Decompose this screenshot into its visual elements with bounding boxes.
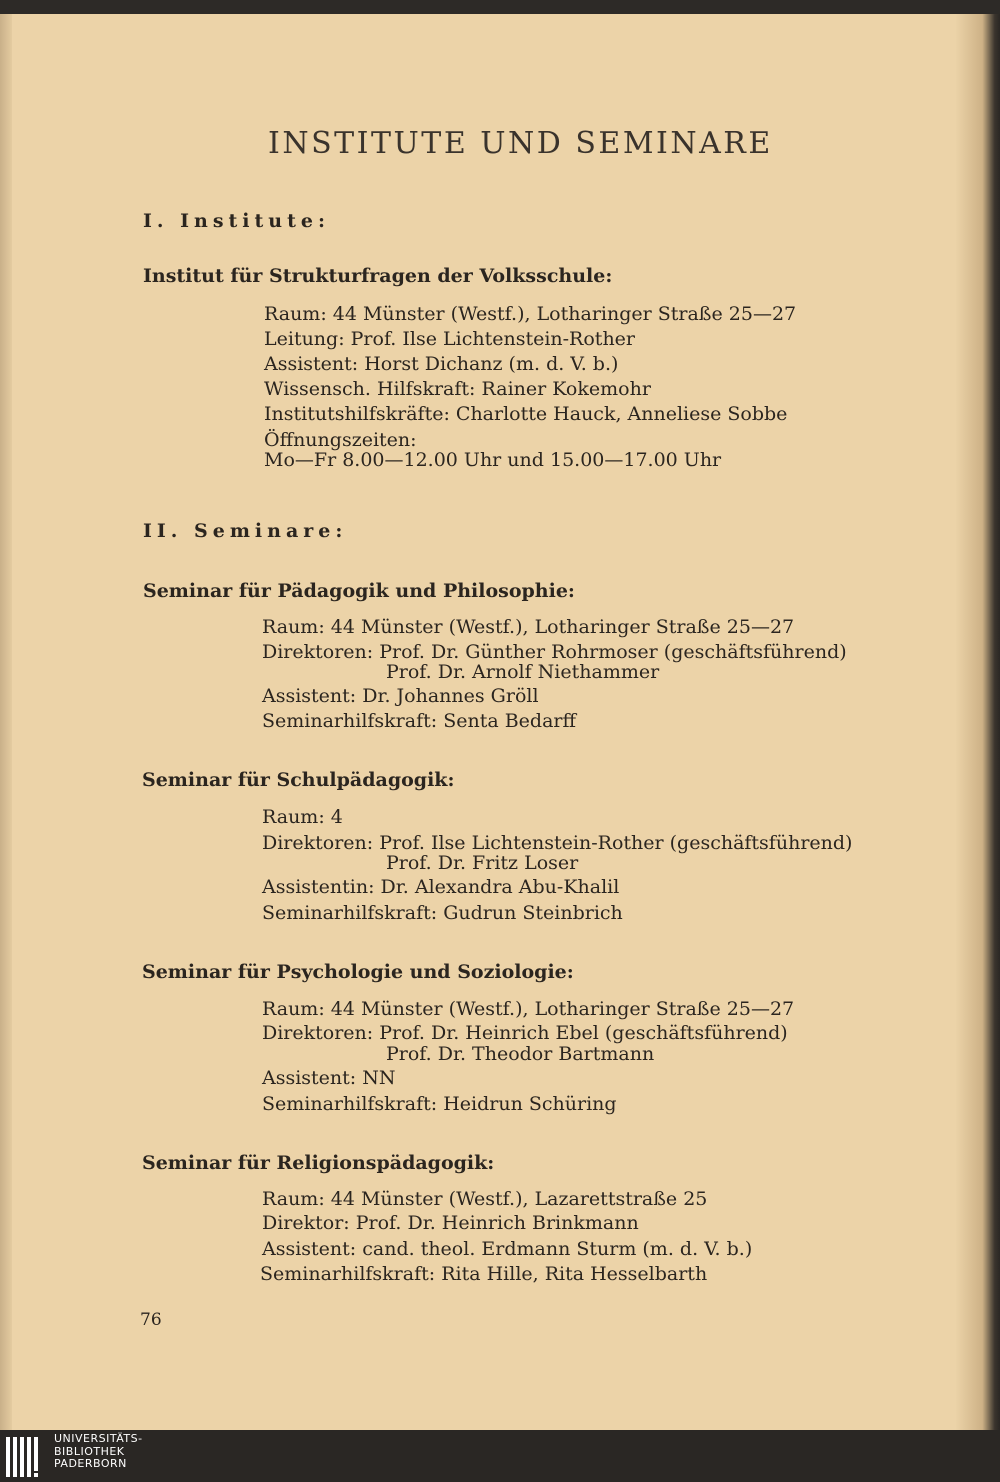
institut-line: Öffnungszeiten:	[264, 429, 417, 451]
seminar-line: Assistent: NN	[262, 1067, 396, 1089]
seminar-line: Seminarhilfskraft: Gudrun Steinbrich	[262, 902, 623, 924]
seminar-line: Direktoren: Prof. Dr. Günther Rohrmoser (geschäftsführend)	[262, 641, 847, 663]
page-left-edge	[0, 14, 12, 1430]
seminar-line: Direktor: Prof. Dr. Heinrich Brinkmann	[262, 1212, 639, 1234]
part-seminare-heading: II. Seminare:	[143, 520, 348, 542]
seminar-line: Raum: 44 Münster (Westf.), Lotharinger Straße 25—27	[262, 616, 795, 638]
seminar-heading: Seminar für Psychologie und Soziologie:	[142, 961, 574, 983]
scan-top-border	[0, 0, 1000, 14]
institut-line: Leitung: Prof. Ilse Lichtenstein-Rother	[264, 328, 636, 350]
seminar-heading: Seminar für Schulpädagogik:	[142, 769, 455, 791]
seminar-line: Direktoren: Prof. Dr. Heinrich Ebel (geschäftsführend)	[262, 1022, 788, 1044]
library-footer-bar	[0, 1430, 1000, 1482]
seminar-heading: Seminar für Pädagogik und Philosophie:	[143, 580, 575, 602]
page-number: 76	[140, 1310, 162, 1330]
seminar-line: Prof. Dr. Fritz Loser	[386, 852, 579, 874]
institut-line: Mo—Fr 8.00—12.00 Uhr und 15.00—17.00 Uhr	[264, 449, 722, 471]
part-institute-heading: I. Institute:	[143, 210, 330, 232]
institut-line: Raum: 44 Münster (Westf.), Lotharinger Straße 25—27	[264, 303, 797, 325]
seminar-line: Raum: 44 Münster (Westf.), Lazarettstraße 25	[262, 1188, 708, 1210]
seminar-line: Assistentin: Dr. Alexandra Abu-Khalil	[262, 876, 620, 898]
seminar-line: Direktoren: Prof. Ilse Lichtenstein-Rother (geschäftsführend)	[262, 832, 853, 854]
book-spine-edge	[956, 14, 1000, 1430]
seminar-line: Seminarhilfskraft: Senta Bedarff	[262, 710, 576, 732]
institut-line: Wissensch. Hilfskraft: Rainer Kokemohr	[264, 378, 651, 400]
library-logo-icon	[6, 1435, 46, 1477]
seminar-line: Prof. Dr. Theodor Bartmann	[386, 1043, 655, 1065]
seminar-line: Raum: 44 Münster (Westf.), Lotharinger Straße 25—27	[262, 998, 795, 1020]
institut-line: Institutshilfskräfte: Charlotte Hauck, Anneliese Sobbe	[264, 403, 788, 425]
seminar-line: Assistent: cand. theol. Erdmann Sturm (m. d. V. b.)	[262, 1238, 753, 1260]
seminar-line: Seminarhilfskraft: Rita Hille, Rita Hesselbarth	[260, 1263, 708, 1285]
seminar-line: Seminarhilfskraft: Heidrun Schüring	[262, 1093, 617, 1115]
seminar-line: Assistent: Dr. Johannes Gröll	[262, 685, 539, 707]
institut-line: Assistent: Horst Dichanz (m. d. V. b.)	[264, 353, 619, 375]
seminar-line: Prof. Dr. Arnolf Niethammer	[386, 661, 660, 683]
institut-heading: Institut für Strukturfragen der Volksschule:	[143, 265, 613, 287]
seminar-line: Raum: 4	[262, 806, 343, 828]
library-logo-text: UNIVERSITÄTS- BIBLIOTHEK PADERBORN	[54, 1432, 143, 1470]
page-title: INSTITUTE UND SEMINARE	[268, 126, 773, 161]
seminar-heading: Seminar für Religionspädagogik:	[142, 1152, 495, 1174]
